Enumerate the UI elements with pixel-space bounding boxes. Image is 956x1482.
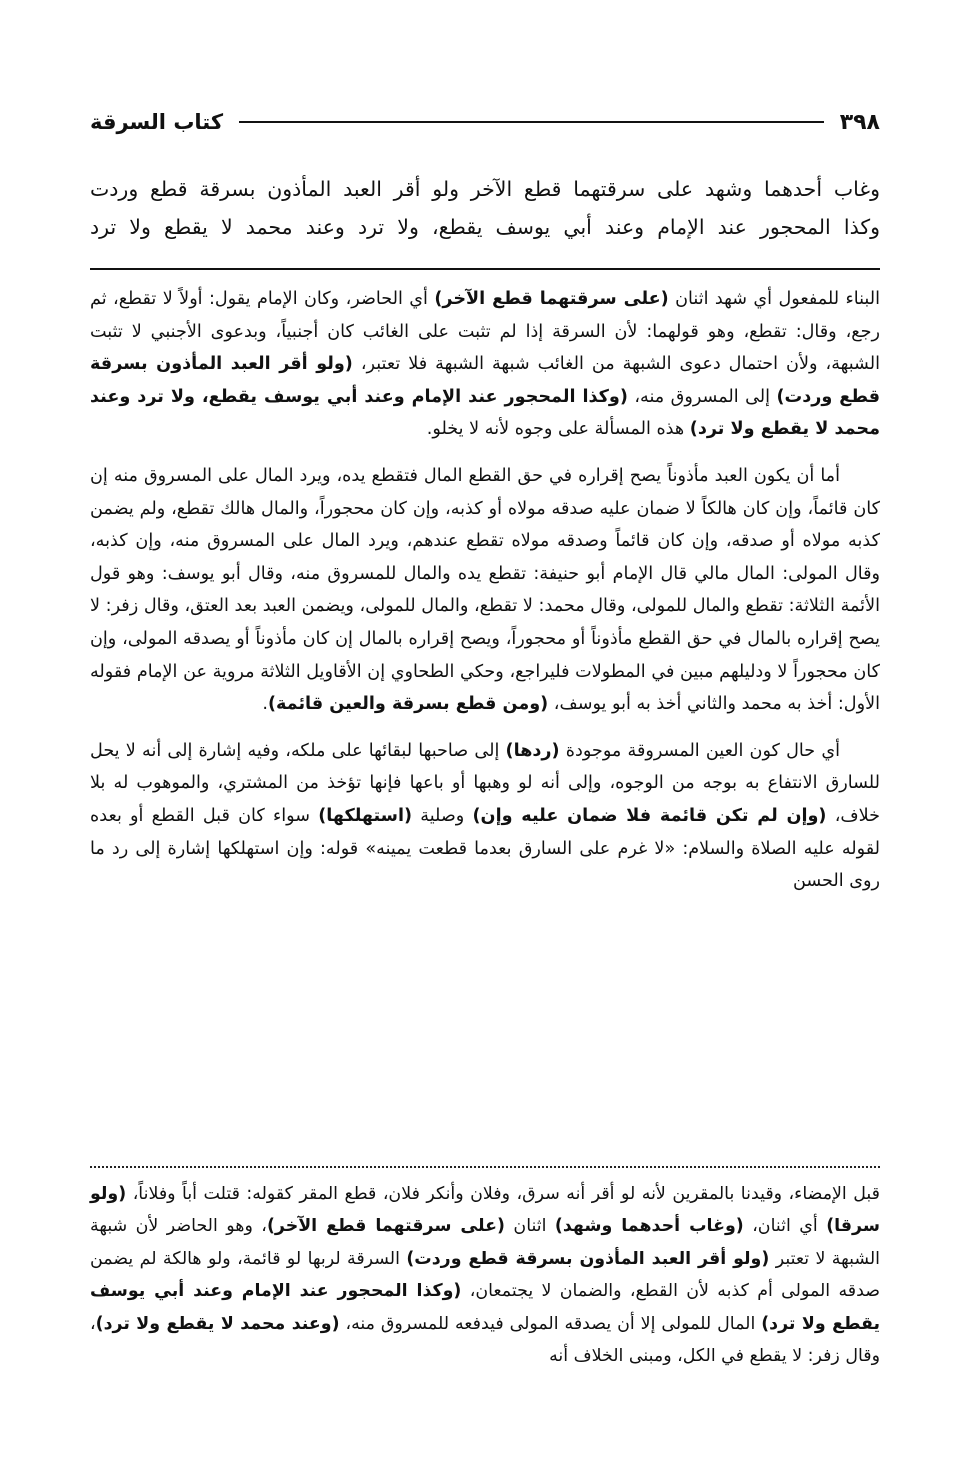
quoted-matn: (وعند محمد لا يقطع ولا ترد) — [95, 1313, 340, 1334]
header-rule — [239, 121, 824, 123]
commentary — [90, 283, 880, 912]
main-text — [90, 170, 880, 246]
quoted-matn: (ولو سرقا) — [90, 1184, 880, 1237]
commentary-paragraph — [90, 735, 880, 898]
quoted-matn: (على سرقتهما قطع الآخر) — [434, 289, 669, 309]
quoted-matn: (وكذا المحجور عند الإمام وعند أبي يوسف يقطع، ولا ترد وعند محمد لا يقطع ولا ترد) — [90, 386, 880, 440]
main-text-line: وغاب أحدهما وشهد على سرقتهما قطع الآخر ولو أقر العبد المأذون بسرقة قطع وردت — [90, 177, 880, 201]
footer-text: المال للمولى إلا أن يصدقه المولى فيدفعه للمسروق منه، — [339, 1313, 762, 1334]
quoted-matn: (وكذا المحجور عند الإمام وعند أبي يوسف يقطع ولا ترد) — [90, 1281, 880, 1334]
quoted-matn: (استهلكها) — [318, 805, 413, 826]
commentary-text: سواء كان قبل القطع أو بعده لقوله عليه الصلاة والسلام: «لا غرم على السارق بعدما قطعت يمينه» قوله: وإن استهلكها إشارة إلى رد ما روى الحسن — [90, 805, 880, 892]
page-number: ٣٩٨ — [839, 109, 880, 135]
commentary-text: وصلية — [412, 805, 473, 826]
footer-commentary — [90, 1178, 880, 1372]
book-title: كتاب السرقة — [90, 110, 224, 134]
commentary-text: إلى المسروق منه، — [627, 386, 777, 407]
footer-text: ، وهو الحاضر لأن شبهة الشبهة لا تعتبر — [90, 1216, 881, 1269]
commentary-paragraph — [90, 460, 880, 721]
main-text-line: وكذا المحجور عند الإمام وعند أبي يوسف يقطع، ولا ترد وعند محمد لا يقطع ولا ترد — [90, 215, 880, 239]
page-header — [90, 104, 880, 140]
footer-text: أي اثنان، — [743, 1216, 827, 1237]
footer-text: اثنان — [504, 1216, 555, 1237]
quoted-matn: (وغاب أحدهما وشهد) — [554, 1216, 744, 1237]
commentary-text: أي الحاضر، وكان الإمام يقول: أولاً لا تقطع، ثم رجع، وقال: تقطع، وهو قولهما: لأن السرقة إذا لم تثبت على الغائب كان أجنبياً، وبدعوى الأجنبي لا تثبت الشبهة، ولأن احتمال دعوى الشبهة من الغائب شبهة الشبهة فلا تعتبر، — [90, 289, 880, 375]
commentary-text: . — [262, 694, 268, 715]
quoted-matn: (وإن لم تكن قائمة فلا ضمان عليه وإن) — [472, 805, 827, 826]
commentary-text: أي حال كون العين المسروقة موجودة — [559, 740, 840, 761]
commentary-text: إلى صاحبها لبقائها على ملكه، وفيه إشارة إلى أنه لا يحل للسارق الانتفاع به بوجه من الوجوه، وإلى أنه لو وهبها أو باعها فإنها تؤخذ من المشتري، والموهوب له بلا خلاف، — [90, 740, 880, 826]
quoted-matn: (على سرقتهما قطع الآخر) — [266, 1216, 505, 1237]
dotted-divider — [90, 1166, 880, 1168]
footer-text: ، وقال زفر: لا يقطع في الكل، ومبنى الخلاف أنه — [90, 1313, 880, 1367]
footer-text: السرقة لربها لو قائمة، ولو هالكة لم يضمن صدقه المولى أم كذبه لأن القطع، والضمان لا يجتمعان، — [90, 1248, 880, 1302]
quoted-matn: (ولو أقر العبد المأذون بسرقة قطع وردت) — [406, 1248, 770, 1269]
commentary-text: هذه المسألة على وجوه لأنه لا يخلو. — [426, 419, 690, 440]
quoted-matn: (ولو أقر العبد المأذون بسرقة قطع وردت) — [90, 354, 880, 407]
commentary-text: البناء للمفعول أي شهد اثنان — [668, 289, 880, 309]
commentary-text: أما أن يكون العبد مأذوناً يصح إقراره في حق القطع المال فتقطع يده، ويرد المال على المسروق منه إن كان قائماً، وإن كان هالكاً لا ضمان عليه صدقه مولاه أو كذبه، وإن كان محجوراً، والمال هالك تقطع، ولم يضمن كذبه مولاه أو صدقه، وإن كان قائماً وصدقه مولاه تقطع عندهم، ويرد المال على المسروق منه، وإن كذبه، وقال المولى: المال مالي قال الإمام أبو حنيفة: تقطع يده والمال للمسروق منه، وقال أبو يوسف: وهو قول الأئمة الثلاثة: تقطع والمال للمولى، وقال محمد: لا تقطع، والمال للمولى، ويضمن العبد بعد العتق، وقال زفر: لا يصح إقراره بالمال في حق القطع مأذوناً أو محجوراً، ويصح إقراره بالمال إن كان مأذوناً أو يصدقه المولى، وإن كان محجوراً لا ودليلهم مبين في المطولات فليراجع، وحكي الطحاوي إن الأقاويل الثلاثة مروية عن الإمام فقوله الأول: أخذ به محمد والثاني أخذ به أبو يوسف، — [90, 465, 880, 715]
footer-text: قبل الإمضاء، وقيدنا بالمقرين لأنه لو أقر أنه سرق، وفلان وأنكر فلان، قطع المقر كقوله: قتلت أباً وفلاناً، — [126, 1184, 880, 1204]
quoted-matn: (ردها) — [505, 740, 560, 761]
commentary-paragraph — [90, 283, 880, 446]
footer-paragraph — [90, 1178, 880, 1372]
quoted-matn: (ومن قطع بسرقة والعين قائمة) — [267, 694, 549, 715]
commentary-divider — [90, 268, 880, 270]
